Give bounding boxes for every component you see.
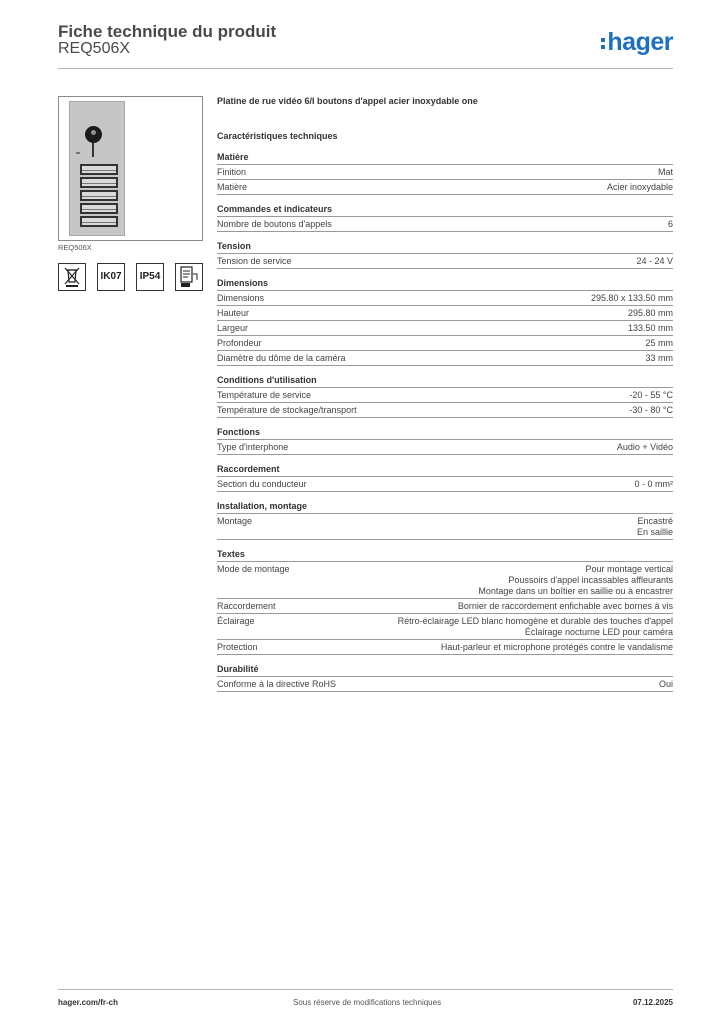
spec-value: 133.50 mm xyxy=(627,323,673,333)
spec-value: Rétro-éclairage LED blanc homogène et durable des touches d'appel xyxy=(397,616,673,626)
spec-sections xyxy=(217,151,673,692)
spec-section xyxy=(217,548,673,655)
call-button-graphic xyxy=(80,203,118,214)
spec-row xyxy=(217,336,673,351)
spec-value: Audio + Vidéo xyxy=(616,442,673,452)
section-title: Installation, montage xyxy=(217,500,673,514)
spec-section xyxy=(217,203,673,232)
spec-value: 25 mm xyxy=(645,338,673,348)
spec-value: En saillie xyxy=(636,527,673,537)
spec-label: Éclairage xyxy=(217,616,255,626)
spec-label: Matière xyxy=(217,182,248,192)
spec-row xyxy=(217,614,673,640)
spec-value: -30 - 80 °C xyxy=(629,405,673,415)
footer-divider xyxy=(58,989,673,990)
section-title: Raccordement xyxy=(217,463,673,477)
spec-section xyxy=(217,151,673,195)
spec-row xyxy=(217,388,673,403)
spec-value: 33 mm xyxy=(645,353,673,363)
spec-section xyxy=(217,426,673,455)
spec-label: Dimensions xyxy=(217,293,265,303)
spec-value: Montage dans un boîtier en saillie ou à encastrer xyxy=(478,586,673,596)
spec-row xyxy=(217,677,673,692)
call-button-graphic xyxy=(80,216,118,227)
spec-values xyxy=(478,564,673,597)
spec-section xyxy=(217,463,673,492)
spec-label: Largeur xyxy=(217,323,249,333)
spec-section xyxy=(217,240,673,269)
spec-label: Montage xyxy=(217,516,253,526)
spec-section xyxy=(217,374,673,418)
section-title: Durabilité xyxy=(217,663,673,677)
call-button-graphic xyxy=(80,164,118,175)
call-button-graphic xyxy=(80,177,118,188)
section-title: Conditions d'utilisation xyxy=(217,374,673,388)
microphone-grille xyxy=(92,143,94,157)
spec-values xyxy=(645,353,673,364)
spec-label: Raccordement xyxy=(217,601,276,611)
product-image xyxy=(58,96,203,241)
spec-value: 6 xyxy=(667,219,673,229)
spec-value: 0 - 0 mm² xyxy=(634,479,673,489)
section-title: Tension xyxy=(217,240,673,254)
spec-values xyxy=(658,167,673,178)
spec-label: Hauteur xyxy=(217,308,250,318)
spec-label: Nombre de boutons d'appels xyxy=(217,219,332,229)
spec-label: Type d'interphone xyxy=(217,442,289,452)
spec-row xyxy=(217,306,673,321)
document-title: Fiche technique du produit xyxy=(58,22,277,41)
section-title: Matière xyxy=(217,151,673,165)
footer-disclaimer: Sous réserve de modifications techniques xyxy=(293,998,442,1007)
spec-section xyxy=(217,277,673,366)
spec-value: Oui xyxy=(658,679,673,689)
ip-rating-badge: IP54 xyxy=(136,263,164,291)
spec-value: Pour montage vertical xyxy=(585,564,673,574)
spec-values xyxy=(637,516,673,538)
spec-section xyxy=(217,500,673,540)
door-station-panel xyxy=(69,101,125,236)
spec-row xyxy=(217,254,673,269)
speaker-mark xyxy=(76,152,80,154)
spec-value: Acier inoxydable xyxy=(606,182,673,192)
spec-values xyxy=(668,219,673,230)
spec-label: Mode de montage xyxy=(217,564,290,574)
page-header xyxy=(58,20,673,70)
spec-value: Poussoirs d'appel incassables affleurants xyxy=(508,575,673,585)
spec-values xyxy=(607,182,673,193)
spec-value: 295.80 mm xyxy=(627,308,673,318)
logo-text: hager xyxy=(607,28,673,56)
spec-section xyxy=(217,663,673,692)
spec-values xyxy=(636,256,673,267)
spec-values xyxy=(629,405,673,416)
doc-document-icon xyxy=(175,263,203,291)
spec-values xyxy=(617,442,673,453)
spec-values xyxy=(645,338,673,349)
spec-values xyxy=(659,679,673,690)
spec-value: Éclairage nocturne LED pour caméra xyxy=(524,627,673,637)
spec-row xyxy=(217,640,673,655)
spec-row xyxy=(217,403,673,418)
spec-values xyxy=(591,293,673,304)
section-title: Textes xyxy=(217,548,673,562)
section-title: Commandes et indicateurs xyxy=(217,203,673,217)
page-footer xyxy=(58,998,673,1010)
image-caption: REQ506X xyxy=(58,243,92,252)
logo-dots-icon xyxy=(601,35,605,52)
spec-values xyxy=(441,642,673,653)
spec-values xyxy=(634,479,673,490)
spec-row xyxy=(217,599,673,614)
spec-row xyxy=(217,351,673,366)
spec-label: Conforme à la directive RoHS xyxy=(217,679,337,689)
spec-label: Température de stockage/transport xyxy=(217,405,357,415)
spec-value: -20 - 55 °C xyxy=(629,390,673,400)
spec-row xyxy=(217,321,673,336)
spec-value: Encastré xyxy=(637,516,673,526)
spec-row xyxy=(217,440,673,455)
section-title: Fonctions xyxy=(217,426,673,440)
spec-label: Tension de service xyxy=(217,256,292,266)
spec-values xyxy=(398,616,673,638)
section-title: Dimensions xyxy=(217,277,673,291)
weee-crossed-bin-icon xyxy=(58,263,86,291)
ik-rating-badge: IK07 xyxy=(97,263,125,291)
spec-label: Température de service xyxy=(217,390,312,400)
spec-value: Mat xyxy=(657,167,673,177)
call-button-graphic xyxy=(80,190,118,201)
spec-label: Diamètre du dôme de la caméra xyxy=(217,353,346,363)
footer-date: 07.12.2025 xyxy=(632,998,673,1007)
spec-row xyxy=(217,165,673,180)
spec-row xyxy=(217,180,673,195)
spec-value: 295.80 x 133.50 mm xyxy=(590,293,673,303)
header-divider xyxy=(58,68,673,69)
spec-values xyxy=(628,308,673,319)
spec-row xyxy=(217,477,673,492)
product-specifications xyxy=(217,95,673,700)
spec-row xyxy=(217,514,673,540)
spec-label: Finition xyxy=(217,167,247,177)
product-name: Platine de rue vidéo 6/I boutons d'appel acier inoxydable one xyxy=(217,96,478,106)
spec-values xyxy=(628,323,673,334)
spec-values xyxy=(629,390,673,401)
footer-website: hager.com/fr-ch xyxy=(58,998,119,1007)
product-reference: REQ506X xyxy=(58,40,131,57)
hager-logo xyxy=(601,28,673,57)
spec-row xyxy=(217,291,673,306)
camera-icon xyxy=(85,126,102,143)
spec-label: Profondeur xyxy=(217,338,262,348)
spec-label: Section du conducteur xyxy=(217,479,307,489)
spec-value: Haut-parleur et microphone protégés contre le vandalisme xyxy=(440,642,673,652)
spec-row xyxy=(217,562,673,599)
spec-values xyxy=(458,601,673,612)
certification-badges xyxy=(58,263,198,294)
spec-label: Protection xyxy=(217,642,258,652)
specs-heading: Caractéristiques techniques xyxy=(217,131,338,141)
spec-row xyxy=(217,217,673,232)
spec-value: Bornier de raccordement enfichable avec bornes à vis xyxy=(457,601,673,611)
spec-value: 24 - 24 V xyxy=(636,256,673,266)
